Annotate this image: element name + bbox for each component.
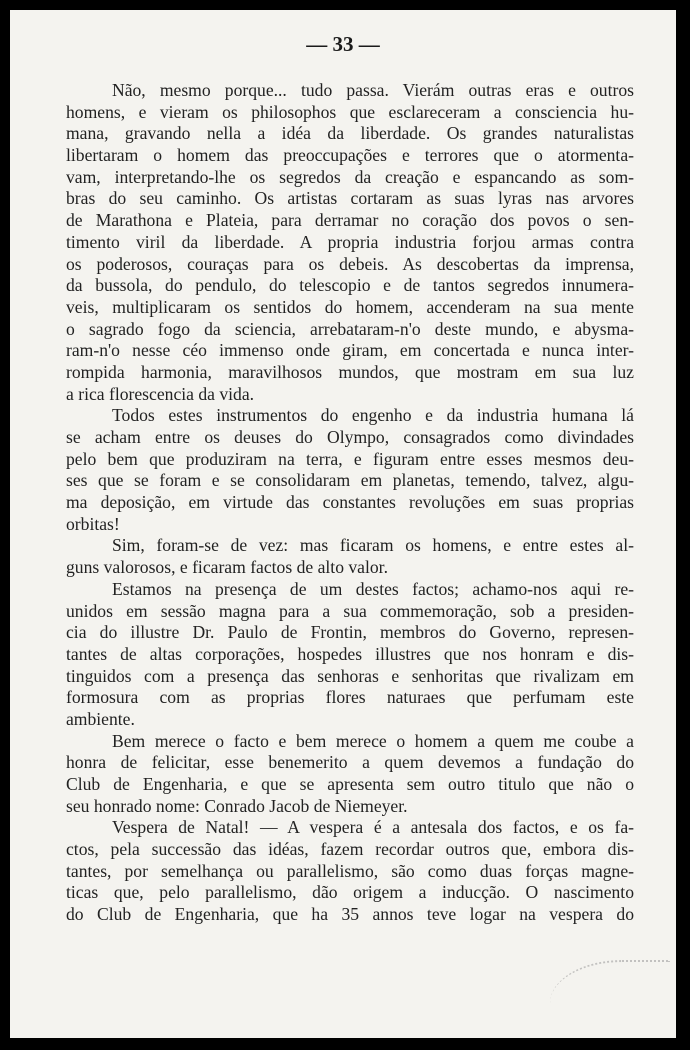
text-line: tantes, por semelhança ou parallelismo, são como duas forças magne- [66, 860, 634, 881]
book-page [10, 10, 676, 1038]
library-stamp [550, 960, 670, 1032]
text-line: Sim, foram-se de vez: mas ficaram os homens, e entre estes al- [112, 535, 634, 556]
page-number: — 33 — [306, 32, 380, 56]
text-line: homens, e vieram os philosophos que esclareceram a consciencia hu- [66, 101, 634, 122]
text-line: unidos em sessão magna para a sua commemoração, sob a presiden- [66, 600, 634, 621]
text-line: bras do seu caminho. Os artistas cortaram as suas lyras nas arvores [66, 188, 634, 209]
text-line: Club de Engenharia, e que se apresenta sem outro titulo que não o [66, 774, 634, 794]
text-line: libertaram o homem das preoccupações e terrores que o atormenta- [66, 145, 634, 166]
text-line: ram-n'o nesse céo immenso onde giram, em concertada e nunca inter- [66, 340, 634, 361]
text-line: da bussola, do pendulo, do telescopio e de tantos segredos innumera- [66, 275, 634, 296]
text-line: tinguidos com a presença das senhoras e senhoritas que rivalizam em [66, 665, 634, 686]
text-line: Vespera de Natal! — A vespera é a antesala dos factos, e os fa- [112, 817, 634, 838]
text-line: seu honrado nome: Conrado Jacob de Niemeyer. [66, 795, 408, 816]
text-line: mana, gravando nella a idéa da liberdade. Os grandes naturalistas [66, 123, 634, 144]
text-line: ambiente. [66, 708, 135, 729]
text-line: pelo bem que produziram na terra, e figuram entre esses mesmos deu- [66, 448, 634, 469]
text-line: os poderosos, couraças para os debeis. As descobertas da imprensa, [66, 253, 634, 274]
text-line: rompida harmonia, maravilhosos mundos, que mostram em sua luz [66, 361, 634, 382]
text-line: ctos, pela successão das idéas, fazem recordar outros que, embora dis- [66, 839, 634, 860]
text-line: do Club de Engenharia, que ha 35 annos teve logar na vespera do [66, 904, 634, 925]
text-line: Estamos na presença de um destes factos; achamo-nos aqui re- [112, 578, 634, 599]
text-line: timento viril da liberdade. A propria industria forjou armas contra [66, 231, 634, 252]
text-line: guns valorosos, e ficaram factos de alto valor. [66, 557, 388, 578]
text-line: o sagrado fogo da sciencia, arrebataram-n'o deste mundo, e abysma- [66, 318, 634, 339]
text-line: Não, mesmo porque... tudo passa. Vierám outras eras e outros [112, 80, 634, 100]
text-line: ticas que, pelo parallelismo, dão origem a inducção. O nascimento [66, 882, 634, 903]
text-line: ses que se foram e se consolidaram em planetas, temendo, talvez, algu- [66, 470, 634, 491]
text-line: cia do illustre Dr. Paulo de Frontin, membros do Governo, represen- [66, 622, 634, 643]
text-line: tantes de altas corporações, hospedes illustres que nos honram e dis- [66, 643, 634, 664]
text-line: Todos estes instrumentos do engenho e da industria humana lá [112, 405, 634, 426]
body-text [66, 80, 634, 926]
text-line: veis, multiplicaram os sentidos do homem, accenderam na sua mente [66, 296, 634, 317]
text-line: Bem merece o facto e bem merece o homem a quem me coube a [112, 730, 634, 751]
text-line: honra de felicitar, esse benemerito a quem devemos a fundação do [66, 752, 634, 773]
text-line: ma deposição, em virtude das constantes revoluções em suas proprias [66, 492, 634, 513]
text-line: vam, interpretando-lhe os segredos da creação e espancando as som- [66, 166, 634, 187]
text-line: orbitas! [66, 513, 120, 534]
text-line: a rica florescencia da vida. [66, 383, 255, 404]
text-line: de Marathona e Plateia, para derramar no coração dos povos o sen- [66, 210, 634, 231]
text-line: se acham entre os deuses do Olympo, consagrados como divindades [66, 427, 634, 447]
text-line: formosura com as proprias flores naturaes que perfumam este [66, 687, 634, 708]
